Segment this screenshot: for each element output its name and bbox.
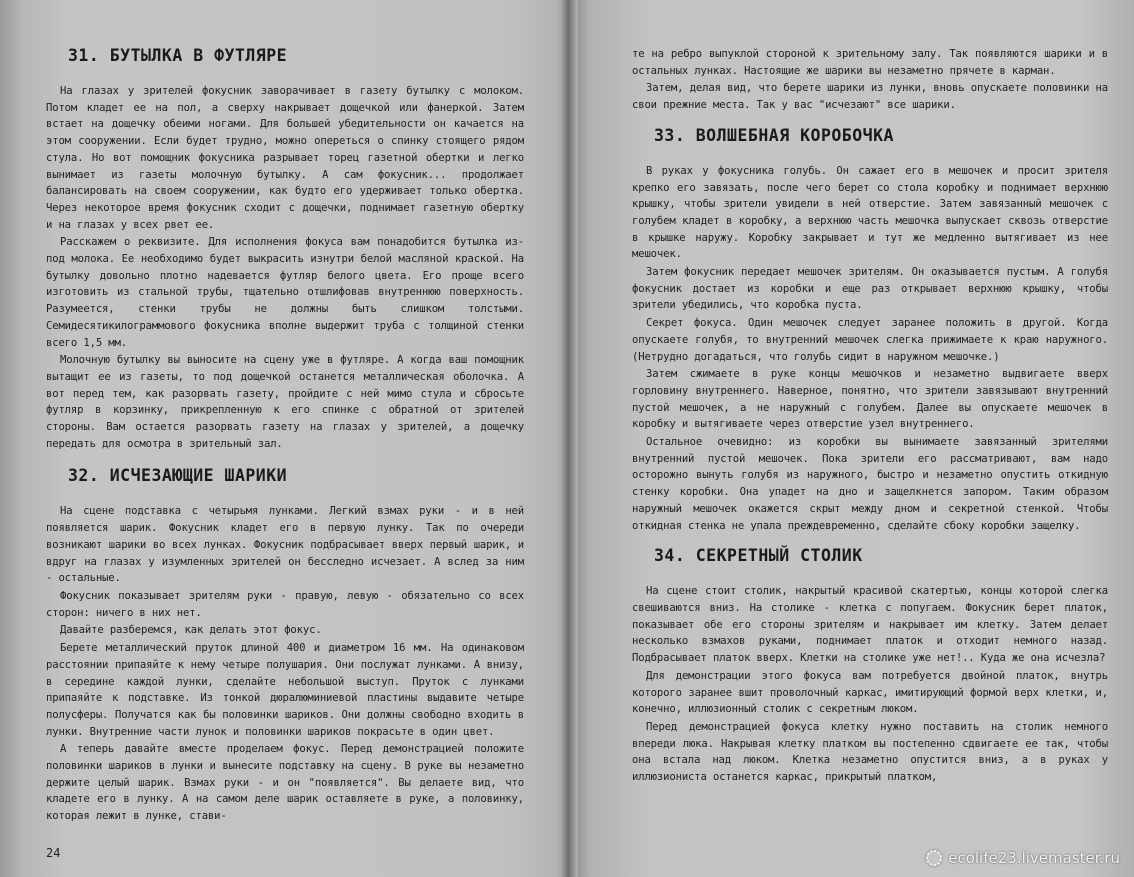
paragraph: Затем сжимаете в руке концы мешочков и незаметно выдвигаете вверх горловину внутреннего. Наверное, понятно, что зрители завязывают внутренний пустой мешочек, а не наружный с голубем. Далее вы опускаете мешочек в коробку и вытягиваете через отверстие узел внутреннего. xyxy=(632,368,1108,431)
paragraph: На сцене стоит столик, накрытый красивой скатертью, концы которой слегка свешиваются вниз. На столике - клетка с попугаем. Фокусник берет платок, показывает обе его стороны зрителям и накрывает им клетку. Затем делает несколько взмахов руками, поднимает платок и отходит немного назад. Подбрасывает платок вверх. Клетки на столике уже нет!.. Куда же она исчезла? xyxy=(632,585,1108,665)
section-33 xyxy=(632,126,1108,534)
paragraph: те на ребро выпуклой стороной к зрительному залу. Так появляются шарики и в остальных лунках. Настоящие же шарики вы незаметно прячете в карман. xyxy=(632,48,1108,77)
paragraph: А теперь давайте вместе проделаем фокус. Перед демонстрацией положите половинки шариков в лунки и вынесите подставку на сцену. В руке вы незаметно держите целый шарик. Взмах руки - и он "появляется". Вы делаете вид, что кладете его в лунку. А на самом деле шарик оставляете в руке, а половинку, которая лежит в лунке, стави- xyxy=(46,743,524,823)
paragraph: Остальное очевидно: из коробки вы вынимаете завязанный зрителями внутренний пустой мешочек. Пока зрители его рассматривают, вам надо осторожно вынуть голубя из наружного, быстро и незаметно опустить откидную стенку коробки. Она упадет на дно и защелкнется запором. Таким образом наружный мешочек окажется скрыт между дном и секретной стенкой. Чтобы откидная стенка не упала преждевременно, сделайте сбоку коробки защелку. xyxy=(632,436,1108,532)
section-title: 33. ВОЛШЕБНАЯ КОРОБОЧКА xyxy=(654,125,894,145)
paragraph: На сцене подставка с четырьмя лунками. Легкий взмах руки - и в ней появляется шарик. Фокусник кладет его в первую лунку. Так по очереди возникают шарики во всех лунках. Фокусник подбрасывает вверх первый шарик, и вдруг на глазах у изумленных зрителей он бесследно исчезает. А вслед за ним - остальные. xyxy=(46,505,524,585)
paragraph: Перед демонстрацией фокуса клетку нужно поставить на столик немного впереди люка. Накрывая клетку платком вы постепенно сдвигаете ее так, чтобы она встала над люком. Клетка незаметно опустится вниз, а в руках у иллюзиониста останется каркас, прикрытый платком, xyxy=(632,720,1108,784)
paragraph: В руках у фокусника голубь. Он сажает его в мешочек и просит зрителя крепко его завязать, после чего берет со стола коробку и поднимает верхнюю крышку, чтобы зрители увидели в ней отверстие. Затем завязанный мешочек с голубем кладет в коробку, а верхнюю часть мешочка выпускает сквозь отверстие в крышке наружу. Коробку закрывает и тут же медленно вытягивает из нее мешочек. xyxy=(632,164,1108,261)
right-page-text xyxy=(632,46,1108,798)
paragraph: Затем, делая вид, что берете шарики из лунки, вновь опускаете половинки на свои прежние места. Так у вас "исчезают" все шарики. xyxy=(632,82,1108,112)
section-31 xyxy=(46,46,524,452)
paragraph: Секрет фокуса. Один мешочек следует заранее положить в другой. Когда опускаете голубя, то внутренний мешочек слегка прижимаете к краю наружного. (Нетрудно догадаться, что голубь сидит в наружном мешочке.) xyxy=(632,317,1108,363)
section-34 xyxy=(632,546,1108,785)
watermark-text: ecolife23.livemaster.ru xyxy=(948,849,1120,867)
paragraph: Давайте разберемся, как делать этот фокус. xyxy=(60,624,322,637)
book-gutter xyxy=(560,0,578,877)
page-number: 24 xyxy=(46,846,61,860)
left-page-text xyxy=(46,42,524,839)
paragraph: На глазах у зрителей фокусник заворачивает в газету бутылку с молоком. Потом кладет ее на пол, а сверху накрывает дощечкой или фанеркой. Затем встает на дощечку обеими ногами. Для большей убедительности он качается на этом сооружении. Если будет трудно, можно опереться о спинку стоящего рядом стула. Но вот помощник фокусника разрывает торец газетной обертки и легко вынимает из газеты молочную бутылку. А сам фокусник... продолжает балансировать на своем сооружении, как будто его удерживает только обертка. Через некоторое время фокусник сходит с дощечки, поднимает газетную обертку и на глазах у всех рвет ее. xyxy=(46,85,524,231)
paragraph: Расскажем о реквизите. Для исполнения фокуса вам понадобится бутылка из-под молока. Ее необходимо будет выкрасить изнутри белой масляной краской. На бутылку довольно плотно надевается футляр белого цвета. Его проще всего изготовить из стальной трубы, тщательно отшлифовав внутреннюю поверхность. Разумеется, стенки трубы не должны быть слишком толстыми. Семидесятикилограммового фокусника вполне выдержит труба с толщиной стенки всего 1,5 мм. xyxy=(46,236,524,349)
flower-icon xyxy=(926,850,942,866)
paragraph: Берете металлический пруток длиной 400 и диаметром 16 мм. На одинаковом расстоянии припаяйте к нему четыре полушария. Они послужат лунками. А внизу, в середине каждой лунки, сделайте небольшой выступ. Пруток с лунками припаяйте к подставке. Из тонкой дюралюминиевой пластины выдавите четыре полусферы. Получатся как бы половинки шариков. Они должны свободно входить в лунки. Внутренние части лунок и половинки шариков покрасьте в один цвет. xyxy=(46,642,524,738)
paragraph: Затем фокусник передает мешочек зрителям. Он оказывается пустым. А голубя фокусник достает из коробки и еще раз открывает верхнюю крышку, чтобы зрители убедились, что коробка пуста. xyxy=(632,266,1108,312)
section-title: 32. ИСЧЕЗАЮЩИЕ ШАРИКИ xyxy=(68,466,288,486)
paragraph: Молочную бутылку вы выносите на сцену уже в футляре. А когда ваш помощник вытащит ее из газеты, то под дощечкой останется металлическая оболочка. А вот перед тем, как разорвать газету, пройдите с ней мимо стула и сбросьте футляр в корзинку, прикрепленную к его спинке с обратной от зрителей стороны. Вам остается разорвать газету на глазах у зрителей, а дощечку передать для осмотра в зрительный зал. xyxy=(46,354,524,450)
watermark xyxy=(926,849,1120,867)
section-title: 31. БУТЫЛКА В ФУТЛЯРЕ xyxy=(68,46,288,65)
paragraph: Фокусник показывает зрителям руки - правую, левую - обязательно со всех сторон: ничего в них нет. xyxy=(46,589,524,619)
section-title: 34. СЕКРЕТНЫЙ СТОЛИК xyxy=(654,546,863,566)
section-32 xyxy=(46,466,524,824)
section-32-continued xyxy=(632,46,1108,114)
right-page xyxy=(578,0,1134,877)
paragraph: Для демонстрации этого фокуса вам потребуется двойной платок, внутрь которого заранее вшит проволочный каркас, имитирующий формой верх клетки, и, конечно, иллюзионный столик с секретным люком. xyxy=(632,669,1108,716)
left-page xyxy=(0,0,560,877)
